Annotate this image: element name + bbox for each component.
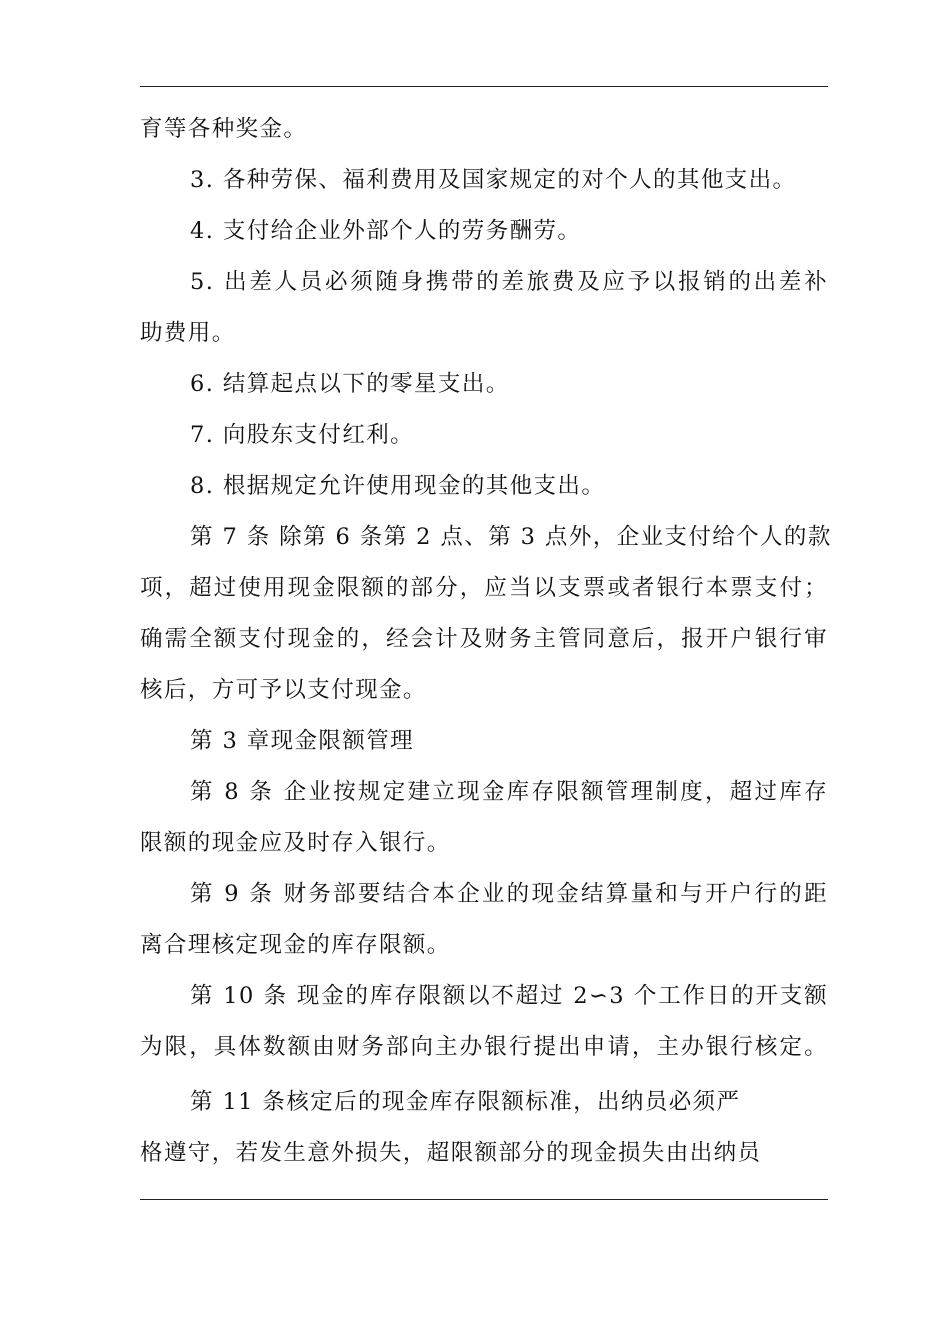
text-line: 离合理核定现金的库存限额。: [140, 932, 451, 958]
text-line: 项，超过使用现金限额的部分，应当以支票或者银行本票支付；: [140, 575, 828, 601]
text-line: 第 11 条核定后的现金库存限额标准，出纳员必须严: [190, 1089, 741, 1115]
text-line: 第 8 条 企业按规定建立现金库存限额管理制度，超过库存: [190, 779, 828, 805]
footer-rule: [140, 1199, 828, 1200]
text-line: 为限，具体数额由财务部向主办银行提出申请，主办银行核定。: [140, 1034, 828, 1060]
text-line: 核后，方可予以支付现金。: [140, 677, 427, 703]
text-line: 限额的现金应及时存入银行。: [140, 830, 451, 856]
text-line: 第 7 条 除第 6 条第 2 点、第 3 点外，企业支付给个人的款: [190, 524, 832, 550]
header-rule: [140, 86, 828, 87]
text-line: 确需全额支付现金的，经会计及财务主管同意后，报开户银行审: [140, 626, 828, 652]
text-line: 6. 结算起点以下的零星支出。: [190, 371, 510, 397]
text-line: 育等各种奖金。: [140, 116, 308, 142]
text-line: 第 9 条 财务部要结合本企业的现金结算量和与开户行的距: [190, 881, 828, 907]
text-line: 3. 各种劳保、福利费用及国家规定的对个人的其他支出。: [190, 167, 797, 193]
text-line: 4. 支付给企业外部个人的劳务酬劳。: [190, 218, 582, 244]
text-line: 7. 向股东支付红利。: [190, 422, 415, 448]
text-line: 助费用。: [140, 320, 236, 346]
text-line: 第 10 条 现金的库存限额以不超过 2∽3 个工作日的开支额: [190, 983, 828, 1009]
text-line: 8. 根据规定允许使用现金的其他支出。: [190, 473, 606, 499]
chapter-heading: 第 3 章现金限额管理: [190, 728, 415, 754]
text-line: 5. 出差人员必须随身携带的差旅费及应予以报销的出差补: [190, 269, 828, 295]
text-line: 格遵守，若发生意外损失，超限额部分的现金损失由出纳员: [140, 1140, 762, 1166]
